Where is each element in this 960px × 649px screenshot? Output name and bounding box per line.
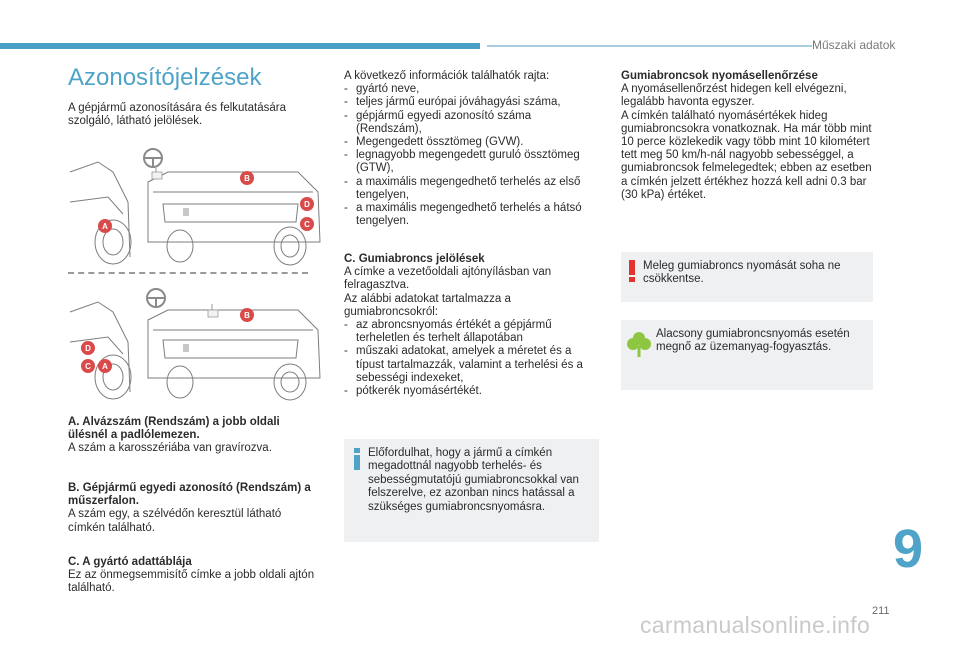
item-c xyxy=(68,556,318,596)
tyre-markings-list xyxy=(344,319,599,398)
item-b-body: A szám egy, a szélvédőn keresztül látható címkén található. xyxy=(68,508,282,534)
pressure-check xyxy=(621,70,876,202)
list-item: - pótkerék nyomásértékét. xyxy=(344,385,599,398)
section-title: Műszaki adatok xyxy=(812,38,896,52)
header-bar-left xyxy=(0,43,480,49)
vehicle-illustration-rhd xyxy=(68,282,324,402)
marker-c2: C xyxy=(85,362,91,371)
header-bar-right xyxy=(487,45,812,47)
eco-note-text: Alacsony gumiabroncsnyomás esetén megnő az üzemanyag-fogyasztás. xyxy=(656,328,850,354)
pressure-check-body: A nyomásellenőrzést hidegen kell elvégezni, legalább havonta egyszer. A címkén található nyomásértékek hideg gumiabroncsokra vonatkoznak. Ha már több mint 10 perce közlekedik vagy több mint 10 kilométert tett meg 50 km/h-nál nagyobb sebességgel, a gumiabroncsok felmelegedtek; ebben az esetben a címkén jelzett értékhez hozzá kell adni 0.3 bar (30 kPa) értéket. xyxy=(621,83,872,201)
marker-d2: D xyxy=(85,344,91,353)
list-item: - a maximális megengedhető terhelés a hátsó tengelyen. xyxy=(344,202,599,228)
list-item: - Megengedett össztömeg (GVW). xyxy=(344,136,599,149)
item-c-body: Ez az önmegsemmisítő címke a jobb oldali ajtón található. xyxy=(68,569,315,595)
item-b xyxy=(68,482,318,535)
list-item: - teljes jármű európai jóváhagyási száma, xyxy=(344,96,599,109)
warning-note-text: Meleg gumiabroncs nyomását soha ne csökkentse. xyxy=(643,260,841,286)
divider xyxy=(68,272,308,274)
page-number: 211 xyxy=(872,605,890,617)
item-a-body: A szám a karosszériába van gravírozva. xyxy=(68,442,272,455)
list-item: - gépjármű egyedi azonosító száma (Rendszám), xyxy=(344,110,599,136)
marker-d: D xyxy=(304,200,310,209)
list-item: - az abroncsnyomás értékét a gépjármű terheletlen és terhelt állapotában xyxy=(344,319,599,345)
vehicle-illustration-lhd xyxy=(68,142,324,266)
marker-a2: A xyxy=(102,362,108,371)
intro-text: A gépjármű azonosítására és felkutatására szolgáló, látható jelölések. xyxy=(68,102,286,128)
watermark: carmanualsonline.info xyxy=(640,612,871,638)
label-info-intro: A következő információk találhatók rajta: xyxy=(344,70,550,82)
tyre-markings xyxy=(344,253,599,398)
pressure-check-title: Gumiabroncsok nyomásellenőrzése xyxy=(621,70,818,82)
marker-b2: B xyxy=(244,311,250,320)
warning-icon xyxy=(628,260,636,282)
chapter-number: 9 xyxy=(893,519,924,579)
item-a xyxy=(68,416,318,456)
list-item: - gyártó neve, xyxy=(344,83,599,96)
page-title: Azonosítójelzések xyxy=(68,64,262,91)
item-b-title: B. Gépjármű egyedi azonosító (Rendszám) a műszerfalon. xyxy=(68,482,311,508)
info-note-text: Előfordulhat, hogy a jármű a címkén megadottnál nagyobb terhelés- és sebességmutatójú gumiabroncsokkal van felszerelve, ez azonban nincs hatással a szükséges gumiabroncsnyomásra. xyxy=(368,447,579,513)
marker-b: B xyxy=(244,174,250,183)
list-item: - legnagyobb megengedett guruló össztömeg (GTW), xyxy=(344,149,599,175)
marker-a: A xyxy=(102,222,108,231)
list-item: - műszaki adatokat, amelyek a méretet és a típust tartalmazzák, valamint a terhelési és a sebességi indexeket, xyxy=(344,345,599,385)
marker-c: C xyxy=(304,220,310,229)
tyre-markings-body2: Az alábbi adatokat tartalmazza a gumiabroncsokról: xyxy=(344,292,511,318)
tyre-markings-body1: A címke a vezetőoldali ajtónyílásban van felragasztva. xyxy=(344,266,552,292)
list-item: - a maximális megengedhető terhelés az első tengelyen, xyxy=(344,176,599,202)
item-a-title: A. Alvázszám (Rendszám) a jobb oldali ülésnél a padlólemezen. xyxy=(68,416,280,442)
label-info-list xyxy=(344,83,599,228)
eco-tree-icon xyxy=(626,330,652,358)
info-icon xyxy=(351,448,363,470)
label-info xyxy=(344,70,599,228)
tyre-markings-title: C. Gumiabroncs jelölések xyxy=(344,253,485,265)
item-c-title: C. A gyártó adattáblája xyxy=(68,556,192,568)
